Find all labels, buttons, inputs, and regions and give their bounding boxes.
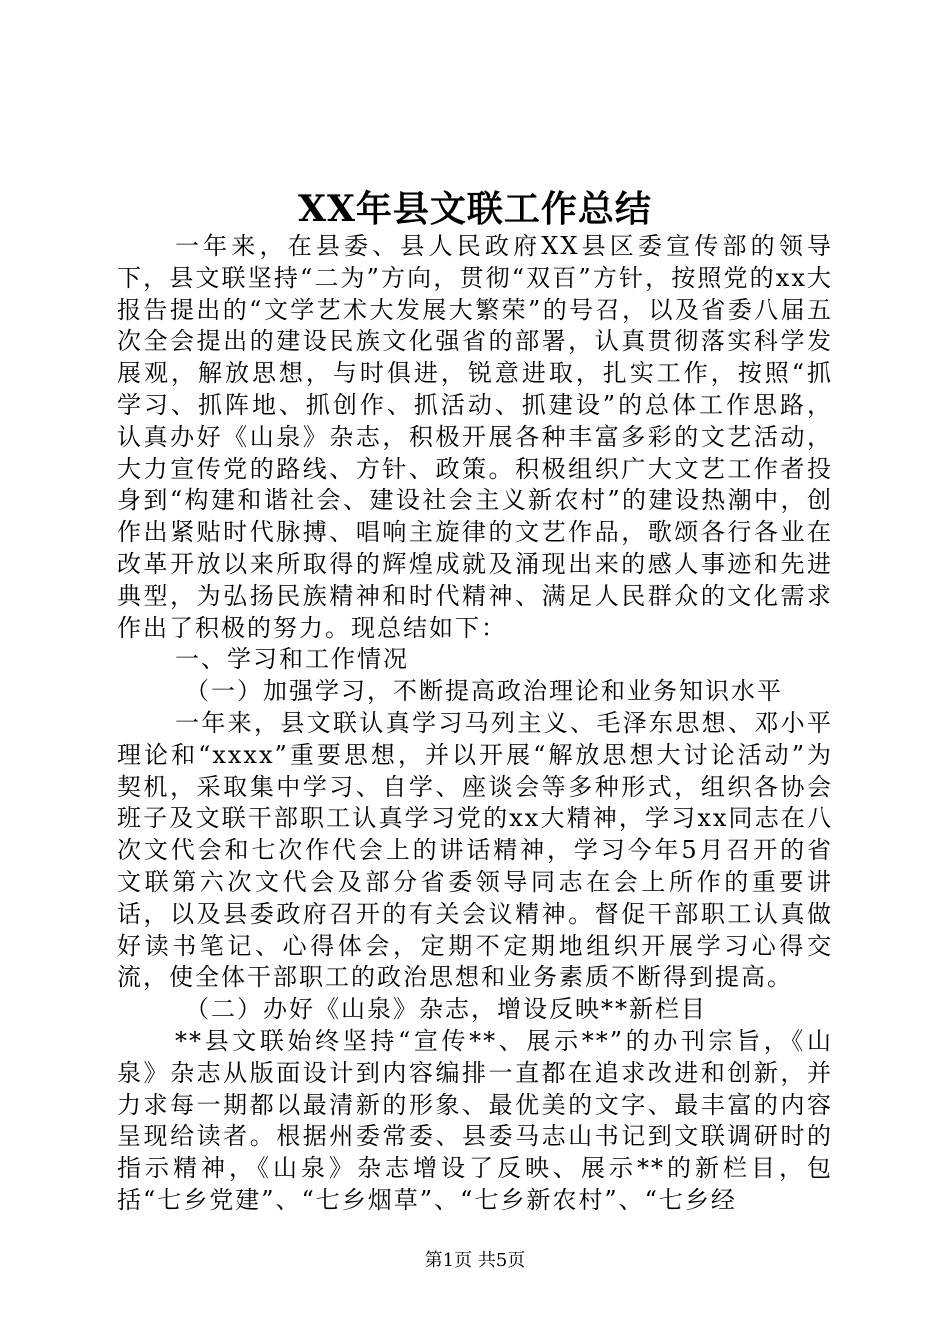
document-title: XX年县文联工作总结: [298, 188, 652, 230]
document-body: [117, 231, 833, 1217]
study-paragraph: 一年来，县文联认真学习马列主义、毛泽东思想、邓小平理论和“xxxx”重要思想，并以开展“解放思想大讨论活动”为契机，采取集中学习、自学、座谈会等多种形式，组织各协会班子及文联干部职工认真学习党的xx大精神，学习xx同志在八次文代会和七次作代会上的讲话精神，学习今年5月召开的省文联第六次文代会及部分省委领导同志在会上所作的重要讲话，以及县委政府召开的有关会议精神。督促干部职工认真做好读书笔记、心得体会，定期不定期地组织开展学习心得交流，使全体干部职工的政治思想和业务素质不断得到提高。: [117, 708, 833, 992]
magazine-paragraph: **县文联始终坚持“宣传**、展示**”的办刊宗旨，《山泉》杂志从版面设计到内容编排一直都在追求改进和创新，并力求每一期都以最清新的形象、最优美的文字、最丰富的内容呈现给读者。根据州委常委、县委马志山书记到文联调研时的指示精神，《山泉》杂志增设了反映、展示**的新栏目，包括“七乡党建”、“七乡烟草”、“七乡新农村”、“七乡经: [117, 1026, 833, 1214]
page-number: 第1页 共5页: [424, 1250, 526, 1271]
subsection-heading-1: （一）加强学习，不断提高政治理论和业务知识水平: [185, 677, 783, 706]
section-heading-1: 一、学习和工作情况: [175, 645, 409, 674]
intro-paragraph: 一年来，在县委、县人民政府XX县区委宣传部的领导下，县文联坚持“二为”方向，贯彻“双百”方针，按照党的xx大报告提出的“文学艺术大发展大繁荣”的号召，以及省委八届五次全会提出的建设民族文化强省的部署，认真贯彻落实科学发展观，解放思想，与时俱进，锐意进取，扎实工作，按照“抓学习、抓阵地、抓创作、抓活动、抓建设”的总体工作思路，认真办好《山泉》杂志，积极开展各种丰富多彩的文艺活动，大力宣传党的路线、方针、政策。积极组织广大文艺工作者投身到“构建和谐社会、建设社会主义新农村”的建设热潮中，创作出紧贴时代脉搏、唱响主旋律的文艺作品，歌颂各行各业在改革开放以来所取得的辉煌成就及涌现出来的感人事迹和先进典型，为弘扬民族精神和时代精神、满足人民群众的文化需求作出了积极的努力。现总结如下：: [117, 232, 833, 642]
subsection-heading-2: （二）办好《山泉》杂志，增设反映**新栏目: [185, 995, 707, 1024]
